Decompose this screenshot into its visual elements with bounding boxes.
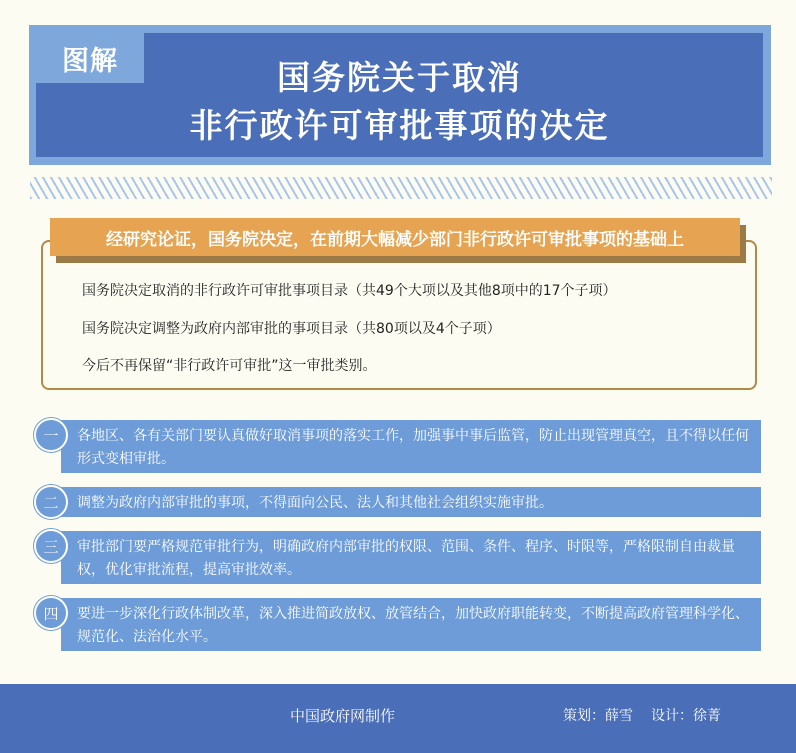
decorative-stripes [30, 177, 772, 199]
intro-item: 国务院决定取消的非行政许可审批事项目录（共49个大项以及其他8项中的17个子项） [82, 283, 617, 299]
point-number-badge-4: 四 [34, 596, 68, 630]
footer-credit: 中国政府网制作 [290, 707, 396, 725]
page-title-line-2: 非行政许可审批事项的决定 [189, 106, 610, 145]
intro-item: 今后不再保留“非行政许可审批”这一审批类别。 [82, 358, 377, 374]
intro-item: 国务院决定调整为政府内部审批的事项目录（共80项以及4个子项） [82, 321, 501, 337]
point-text: 各地区、各有关部门要认真做好取消事项的落实工作，加强事中事后监管，防止出现管理真空，且不得以任何形式变相审批。 [77, 428, 749, 467]
point-text: 要进一步深化行政体制改革，深入推进简政放权、放管结合，加快政府职能转变，不断提高政府管理科学化、规范化、法治化水平。 [77, 606, 749, 645]
tag-label: 图解 [36, 33, 144, 83]
footer-designer: 设计：徐菁 [651, 708, 721, 724]
footer-roles [563, 705, 739, 725]
point-number-badge-2: 二 [34, 485, 68, 519]
page-title-line-1: 国务院关于取消 [277, 58, 522, 97]
point-text: 审批部门要严格规范审批行为，明确政府内部审批的权限、范围、条件、程序、时限等，严格限制自由裁量权，优化审批流程，提高审批效率。 [77, 539, 735, 578]
point-item-2 [61, 487, 761, 517]
footer-planner: 策划：薛雪 [563, 708, 633, 724]
intro-heading: 经研究论证，国务院决定，在前期大幅减少部门非行政许可审批事项的基础上 [50, 218, 740, 256]
point-text: 调整为政府内部审批的事项，不得面向公民、法人和其他社会组织实施审批。 [77, 495, 553, 511]
point-number-badge-1: 一 [34, 418, 68, 452]
point-item-4 [61, 598, 761, 651]
point-item-1 [61, 420, 761, 473]
point-item-3 [61, 531, 761, 584]
point-number-badge-3: 三 [34, 529, 68, 563]
